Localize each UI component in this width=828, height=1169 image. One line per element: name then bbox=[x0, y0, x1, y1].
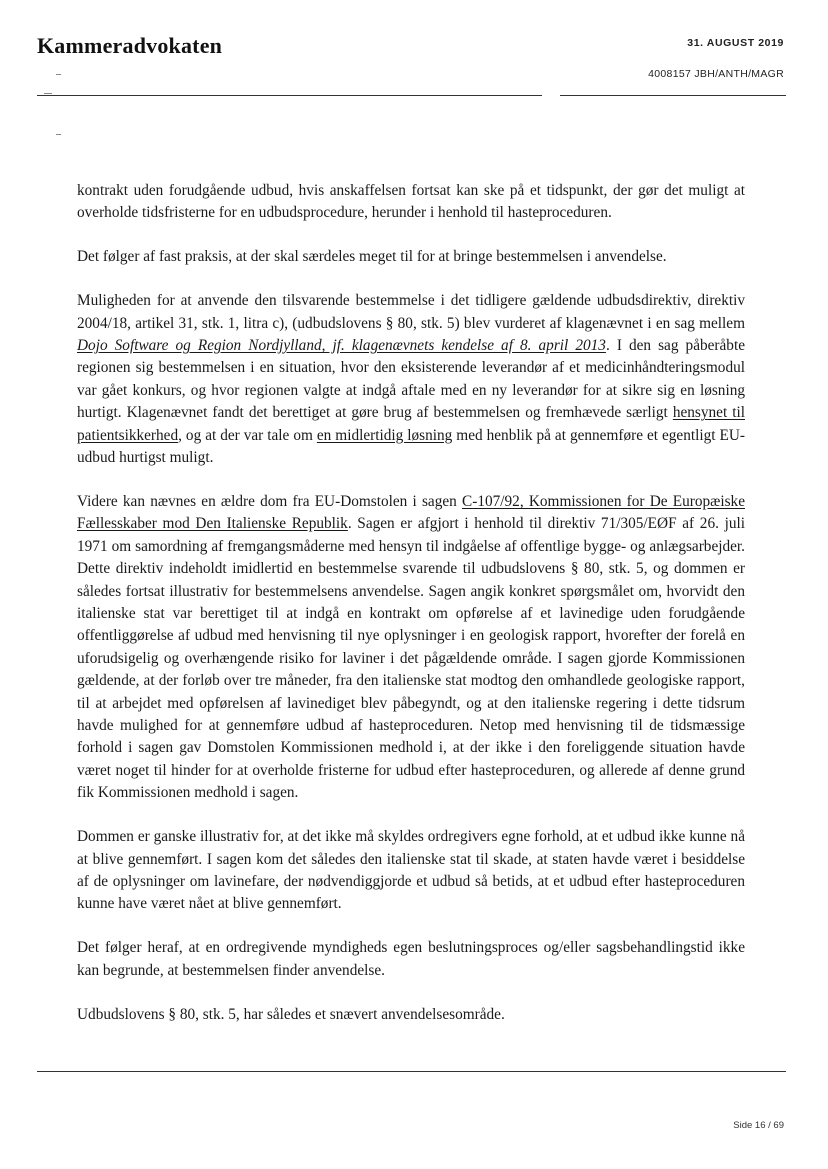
paragraph bbox=[77, 1004, 745, 1026]
paragraph-text: kontrakt uden forudgående udbud, hvis anskaffelsen fortsat kan ske på et tidspunkt, der gør det muligt at overholde tidsfristerne for en udbudsprocedure, herunder i henhold til hasteproceduren. bbox=[77, 182, 745, 222]
document-reference: 4008157 JBH/ANTH/MAGR bbox=[648, 68, 784, 80]
paragraph-text: . I den sag påberåbte regionen sig bestemmelsen i en situation, hvor den eksisterende leverandør af et medicinhåndteringsmodul var gået konkurs, og hvor regionen valgte at indgå aftale med en ny leverandør for at sikre sig en løsning hurtigt. Klagenævnet fandt det berettiget at gøre brug af bestemmelsen og fremhævede særligt bbox=[77, 337, 745, 422]
paragraph bbox=[77, 180, 745, 225]
case-reference-link[interactable]: C-107/92, Kommissionen for De Europæiske Fællesskaber mod Den Italienske Republik bbox=[77, 492, 745, 533]
page-number: Side 16 / 69 bbox=[733, 1120, 784, 1131]
emphasis-underline: en midlertidig løsning bbox=[316, 426, 453, 444]
paragraph-text: Det følger heraf, at en ordregivende myndigheds egen beslutningsproces og/eller sagsbehandlingstid ikke kan begrunde, at bestemmelsen finder anvendelse. bbox=[77, 939, 745, 979]
paragraph bbox=[77, 826, 745, 916]
paragraph-text: med henblik på at gennemføre et egentligt EU-udbud hurtigst muligt. bbox=[77, 426, 745, 467]
document-body bbox=[77, 180, 745, 1048]
paragraph-text: Udbudslovens § 80, stk. 5, har således et snævert anvendelsesområde. bbox=[77, 1005, 505, 1023]
paragraph-text: . Sagen er afgjort i henhold til direktiv 71/305/EØF af 26. juli 1971 om samordning af fremgangsmåderne med hensyn til indgåelse af offentlige bygge- og anlægsarbejder. Dette direktiv indeholdt imidlertid en bestemmelse svarende til udbudslovens § 80, stk. 5, og dommen er således fortsat illustrativ for bestemmelsens anvendelse. Sagen angik konkret spørgsmålet om, hvorvidt den italienske stat var berettiget til at indgå en kontrakt om opførelse af et lavinedige uden forudgående offentliggørelse af udbud med henvisning til nye oplysninger i en geologisk rapport, hvorefter der forelå en uforudsigelig og overhængende risiko for laviner i det pågældende område. I sagen gjorde Kommissionen gældende, at der forløb over tre måneder, fra den italienske stat modtog den omhandlede geologiske rapport, til at arbejdet med opførelsen af lavinediget blev påbegyndt, og at den italienske regering i dette tidsrum havde mulighed for at gennemføre udbud af hasteproceduren. Netop med henvisning til de tidsmæssige forhold i sagen gav Domstolen Kommissionen medhold i, at der ikke i den foreliggende situation havde været noget til hinder for at overholde fristerne for udbud efter hasteproceduren, og allerede af denne grund fik Kommissionen medhold i sagen. bbox=[77, 515, 745, 802]
paragraph bbox=[77, 290, 745, 469]
case-reference-link[interactable]: Dojo Software og Region Nordjylland, jf. klagenævnets kendelse af 8. april 2013 bbox=[77, 337, 606, 355]
emphasis-underline: hensynet til patientsikkerhed bbox=[77, 404, 745, 444]
company-logo: Kammeradvokaten bbox=[37, 33, 223, 58]
paragraph-text: Videre kan nævnes en ældre dom fra EU-Domstolen i sagen bbox=[77, 492, 463, 510]
paragraph-text: Det følger af fast praksis, at der skal særdeles meget til for at bringe bestemmelsen i anvendelse. bbox=[77, 248, 667, 266]
footer-rule bbox=[37, 1071, 786, 1072]
paragraph-text: Muligheden for at anvende den tilsvarende bestemmelse i det tidligere gældende udbudsdirektiv, direktiv 2004/18, artikel 31, stk. 1, litra c), (udbudslovens § 80, stk. 5) blev vurderet af klagenævnet i en sag mellem bbox=[77, 292, 745, 332]
scan-mark bbox=[56, 134, 61, 135]
paragraph-text: , og at der var tale om bbox=[178, 426, 317, 444]
header-rule-right bbox=[560, 95, 786, 96]
header-rule-left bbox=[37, 95, 542, 96]
paragraph bbox=[77, 937, 745, 982]
paragraph-text: Dommen er ganske illustrativ for, at det ikke må skyldes ordregivers egne forhold, at et udbud ikke kunne nå at blive gennemført. I sagen kom det således den italienske stat til skade, at staten havde været i besiddelse af de oplysninger om lavinefare, der nødvendiggjorde et udbud så betids, at et udbud efter hasteproceduren kunne have været nået at blive gennemført. bbox=[77, 828, 745, 913]
paragraph bbox=[77, 246, 745, 268]
scan-mark bbox=[44, 93, 52, 94]
scan-mark bbox=[56, 74, 61, 75]
paragraph bbox=[77, 491, 745, 805]
document-date: 31. AUGUST 2019 bbox=[687, 37, 784, 49]
